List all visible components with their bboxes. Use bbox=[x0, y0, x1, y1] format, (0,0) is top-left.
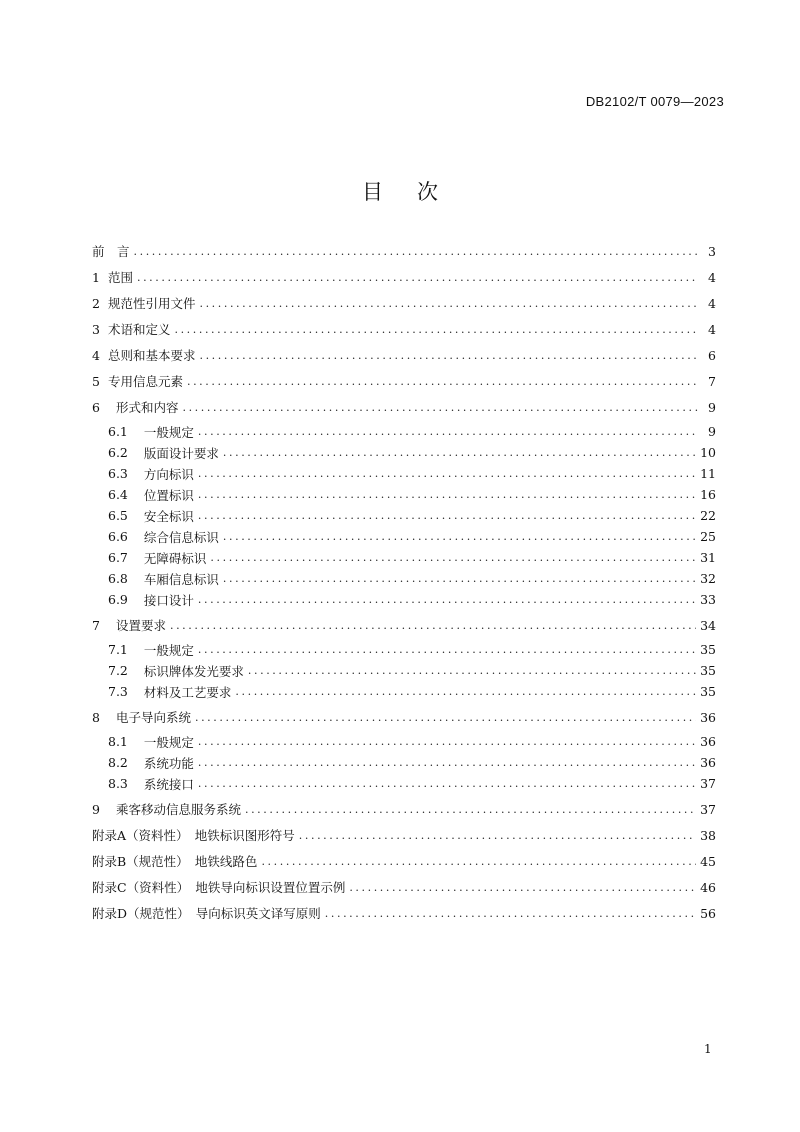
dot-leader bbox=[195, 711, 696, 724]
dot-leader bbox=[182, 401, 698, 414]
dot-leader bbox=[198, 777, 696, 790]
toc-entry-number: 6 bbox=[92, 399, 100, 415]
toc-entry-label: 设置要求 bbox=[115, 618, 166, 633]
toc-entry-number: 7.3 bbox=[108, 684, 128, 699]
toc-entry-number: 6.1 bbox=[108, 424, 128, 439]
toc-entry-label: 标识牌体发光要求 bbox=[143, 663, 244, 679]
toc-entry-page: 9 bbox=[708, 424, 716, 439]
dot-leader bbox=[198, 643, 696, 656]
toc-entry-label: 附录A（资料性） 地铁标识图形符号 bbox=[92, 828, 295, 843]
toc-entry[interactable] bbox=[92, 463, 716, 484]
dot-leader bbox=[198, 488, 696, 501]
dot-leader bbox=[198, 593, 696, 606]
toc-entry-label: 乘客移动信息服务系统 bbox=[115, 802, 241, 817]
toc-entry-page: 16 bbox=[700, 487, 716, 502]
toc-entry[interactable] bbox=[92, 681, 716, 702]
toc-entry[interactable] bbox=[92, 342, 716, 368]
toc-entry[interactable] bbox=[92, 589, 716, 610]
toc-entry[interactable] bbox=[92, 484, 716, 505]
toc-entry-page: 4 bbox=[708, 269, 716, 285]
toc-entry-page: 4 bbox=[708, 295, 716, 311]
toc-entry[interactable] bbox=[92, 368, 716, 394]
toc-entry-number: 7.2 bbox=[108, 663, 128, 678]
toc-entry-page: 32 bbox=[700, 571, 716, 586]
toc-entry-label: 附录B（规范性） 地铁线路色 bbox=[92, 854, 258, 869]
toc-entry-number: 6.2 bbox=[108, 445, 128, 460]
toc-entry[interactable] bbox=[92, 822, 716, 848]
toc-entry-label: 形式和内容 bbox=[115, 400, 179, 415]
toc-entry-page: 37 bbox=[700, 776, 716, 791]
toc-entry-label: 附录D（规范性） 导向标识英文译写原则 bbox=[92, 906, 321, 921]
dot-leader bbox=[245, 803, 696, 816]
toc-entry-number: 8.2 bbox=[108, 755, 128, 770]
toc-entry[interactable] bbox=[92, 660, 716, 681]
toc-entry[interactable] bbox=[92, 704, 716, 730]
toc-entry[interactable] bbox=[92, 731, 716, 752]
toc-entry-label: 版面设计要求 bbox=[143, 445, 219, 461]
toc-entry-page: 36 bbox=[700, 755, 716, 770]
toc-entry-page: 4 bbox=[708, 321, 716, 337]
dot-leader bbox=[248, 664, 696, 677]
page-title: 目次 bbox=[362, 180, 472, 204]
toc-entry-page: 34 bbox=[700, 617, 716, 633]
toc-entry-page: 33 bbox=[700, 592, 716, 607]
toc-entry-page: 10 bbox=[700, 445, 716, 460]
dot-leader bbox=[235, 685, 696, 698]
toc-entry-label: 一般规定 bbox=[143, 734, 194, 750]
toc-entry-label: 车厢信息标识 bbox=[143, 571, 219, 587]
toc-entry[interactable] bbox=[92, 394, 716, 420]
toc-entry-label: 无障碍标识 bbox=[143, 550, 207, 566]
dot-leader bbox=[137, 271, 698, 284]
dot-leader bbox=[223, 572, 696, 585]
dot-leader bbox=[223, 530, 696, 543]
toc-entry-label: 方向标识 bbox=[143, 466, 194, 482]
toc-entry-page: 3 bbox=[708, 243, 716, 259]
toc-entry-page: 37 bbox=[700, 801, 716, 817]
toc-entry-label: 规范性引用文件 bbox=[107, 296, 196, 311]
toc-entry[interactable] bbox=[92, 264, 716, 290]
toc-entry-number: 6.8 bbox=[108, 571, 128, 586]
toc-entry-label: 接口设计 bbox=[143, 592, 194, 608]
toc-entry[interactable] bbox=[92, 568, 716, 589]
toc-entry[interactable] bbox=[92, 848, 716, 874]
toc-entry-label: 术语和定义 bbox=[107, 322, 171, 337]
toc-entry-number: 6.6 bbox=[108, 529, 128, 544]
document-id: DB2102/T 0079—2023 bbox=[585, 94, 724, 109]
toc-entry-label: 一般规定 bbox=[143, 424, 194, 440]
toc-entry-page: 6 bbox=[708, 347, 716, 363]
toc-entry[interactable] bbox=[92, 238, 716, 264]
toc-entry[interactable] bbox=[92, 526, 716, 547]
toc-entry-page: 31 bbox=[700, 550, 716, 565]
toc-entry-label: 综合信息标识 bbox=[143, 529, 219, 545]
toc-entry-page: 35 bbox=[700, 663, 716, 678]
toc-entry[interactable] bbox=[92, 796, 716, 822]
dot-leader bbox=[349, 881, 696, 894]
dot-leader bbox=[174, 323, 698, 336]
toc-entry-page: 25 bbox=[700, 529, 716, 544]
toc-entry-number: 8.3 bbox=[108, 776, 128, 791]
toc-entry-number: 7 bbox=[92, 617, 100, 633]
dot-leader bbox=[199, 349, 698, 362]
toc-entry-number: 5 bbox=[92, 373, 100, 389]
toc-entry-page: 45 bbox=[700, 853, 716, 869]
toc-entry-label: 专用信息元素 bbox=[107, 374, 183, 389]
toc-entry-page: 36 bbox=[700, 734, 716, 749]
toc-entry-number: 8.1 bbox=[108, 734, 128, 749]
toc-entry-label: 材料及工艺要求 bbox=[143, 684, 232, 700]
toc-entry[interactable] bbox=[92, 505, 716, 526]
dot-leader bbox=[199, 297, 698, 310]
toc-entry-label: 前 言 bbox=[92, 244, 130, 259]
toc-entry[interactable] bbox=[92, 442, 716, 463]
toc-entry-page: 35 bbox=[700, 684, 716, 699]
toc-entry-number: 6.4 bbox=[108, 487, 128, 502]
toc-entry-page: 38 bbox=[700, 827, 716, 843]
toc-entry-label: 系统功能 bbox=[143, 755, 194, 771]
toc-entry-number: 4 bbox=[92, 347, 100, 363]
toc-entry-number: 6.9 bbox=[108, 592, 128, 607]
toc-entry[interactable] bbox=[92, 612, 716, 638]
toc-entry[interactable] bbox=[92, 421, 716, 442]
dot-leader bbox=[198, 735, 696, 748]
dot-leader bbox=[198, 756, 696, 769]
toc-entry[interactable] bbox=[92, 773, 716, 794]
dot-leader bbox=[210, 551, 696, 564]
toc-entry-page: 7 bbox=[708, 373, 716, 389]
toc-entry-label: 位置标识 bbox=[143, 487, 194, 503]
toc-entry-number: 9 bbox=[92, 801, 100, 817]
dot-leader bbox=[198, 467, 696, 480]
toc-entry-page: 11 bbox=[700, 466, 716, 481]
toc-entry-page: 9 bbox=[708, 399, 716, 415]
toc-entry-number: 7.1 bbox=[108, 642, 128, 657]
toc-entry-label: 总则和基本要求 bbox=[107, 348, 196, 363]
toc-entry-page: 46 bbox=[700, 879, 716, 895]
toc-entry-label: 系统接口 bbox=[143, 776, 194, 792]
toc-entry-label: 安全标识 bbox=[143, 508, 194, 524]
dot-leader bbox=[187, 375, 698, 388]
toc-entry-number: 1 bbox=[92, 269, 100, 285]
dot-leader bbox=[299, 829, 696, 842]
toc-entry[interactable] bbox=[92, 874, 716, 900]
toc-entry-page: 36 bbox=[700, 709, 716, 725]
toc-entry[interactable] bbox=[92, 900, 716, 926]
toc-entry-number: 6.7 bbox=[108, 550, 128, 565]
dot-leader bbox=[223, 446, 696, 459]
table-of-contents bbox=[92, 238, 716, 926]
dot-leader bbox=[198, 425, 698, 438]
toc-entry-label: 一般规定 bbox=[143, 642, 194, 658]
toc-entry-label: 附录C（资料性） 地铁导向标识设置位置示例 bbox=[92, 880, 346, 895]
toc-entry-page: 56 bbox=[700, 905, 716, 921]
toc-entry[interactable] bbox=[92, 639, 716, 660]
toc-entry[interactable] bbox=[92, 752, 716, 773]
dot-leader bbox=[261, 855, 696, 868]
toc-entry-page: 35 bbox=[700, 642, 716, 657]
toc-entry-label: 范围 bbox=[107, 270, 133, 285]
toc-entry-number: 6.3 bbox=[108, 466, 128, 481]
toc-entry-number: 3 bbox=[92, 321, 100, 337]
toc-entry[interactable] bbox=[92, 547, 716, 568]
toc-entry-number: 2 bbox=[92, 295, 100, 311]
toc-entry-page: 22 bbox=[700, 508, 716, 523]
dot-leader bbox=[325, 907, 696, 920]
dot-leader bbox=[198, 509, 696, 522]
dot-leader bbox=[134, 245, 698, 258]
toc-entry-number: 8 bbox=[92, 709, 100, 725]
page-number: 1 bbox=[704, 1042, 712, 1056]
toc-entry[interactable] bbox=[92, 316, 716, 342]
toc-entry-label: 电子导向系统 bbox=[115, 710, 191, 725]
toc-entry[interactable] bbox=[92, 290, 716, 316]
dot-leader bbox=[170, 619, 696, 632]
toc-entry-number: 6.5 bbox=[108, 508, 128, 523]
